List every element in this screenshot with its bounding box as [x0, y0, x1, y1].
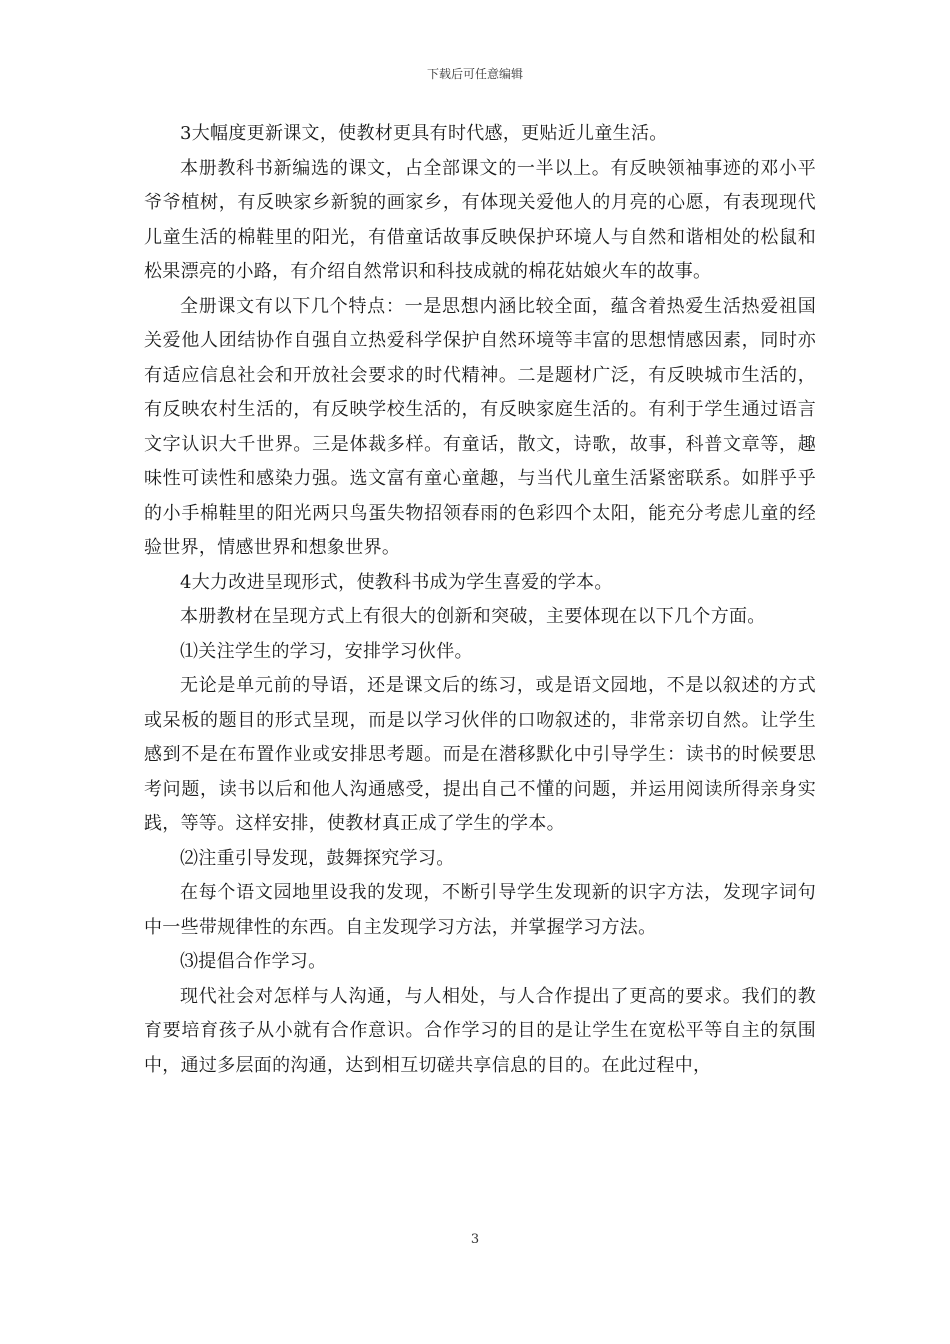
page-number: 3: [470, 1232, 480, 1247]
paragraph-presentation: 本册教材在呈现方式上有很大的创新和突破，主要体现在以下几个方面。: [180, 606, 766, 627]
page-header: 下载后可任意编辑: [426, 67, 523, 81]
paragraph-subheading-1: ⑴关注学生的学习，安排学习伙伴。: [180, 640, 473, 662]
paragraph-subheading-2: ⑵注重引导发现，鼓舞探究学习。: [180, 847, 455, 869]
paragraph-heading-3: 3大幅度更新课文，使教材更具有时代感，更贴近儿童生活。: [180, 123, 668, 144]
paragraph-new-texts: 本册教科书新编选的课文，占全部课文的一半以上。有反映领袖事迹的邓小平爷爷植树，有反映家乡新貌的画家乡，有体现关爱他人的月亮的心愿，有表现现代儿童生活的棉鞋里的阳光，有借童话故事反映保护环境人与自然和谐相处的松鼠和松果漂亮的小路，有介绍自然常识和科技成就的棉花姑娘火车的故事。: [144, 157, 816, 282]
paragraph-cooperation: 现代社会对怎样与人沟通，与人相处，与人合作提出了更高的要求。我们的教育要培育孩子从小就有合作意识。合作学习的目的是让学生在宽松平等自主的氛围中，通过多层面的沟通，达到相互切磋共享信息的目的。在此过程中，: [144, 985, 816, 1076]
paragraph-discovery: 在每个语文园地里设我的发现，不断引导学生发现新的识字方法，发现字词句中一些带规律性的东西。自主发现学习方法，并掌握学习方法。: [144, 882, 816, 938]
document-body: [144, 117, 816, 1083]
paragraph-features: 全册课文有以下几个特点：一是思想内涵比较全面，蕴含着热爱生活热爱祖国关爱他人团结协作自强自立热爱科学保护自然环境等丰富的思想情感因素，同时亦有适应信息社会和开放社会要求的时代精神。二是题材广泛，有反映城市生活的，有反映农村生活的，有反映学校生活的，有反映家庭生活的。有利于学生通过语言文字认识大千世界。三是体裁多样。有童话，散文，诗歌，故事，科普文章等，趣味性可读性和感染力强。选文富有童心童趣，与当代儿童生活紧密联系。如胖乎乎的小手棉鞋里的阳光两只鸟蛋失物招领春雨的色彩四个太阳，能充分考虑儿童的经验世界，情感世界和想象世界。: [144, 295, 816, 558]
paragraph-learning-partner: 无论是单元前的导语，还是课文后的练习，或是语文园地，不是以叙述的方式或呆板的题目的形式呈现，而是以学习伙伴的口吻叙述的，非常亲切自然。让学生感到不是在布置作业或安排思考题。而是在潜移默化中引导学生：读书的时候要思考问题，读书以后和他人沟通感受，提出自己不懂的问题，并运用阅读所得亲身实践，等等。这样安排，使教材真正成了学生的学本。: [144, 675, 816, 834]
paragraph-heading-4: 4大力改进呈现形式，使教科书成为学生喜爱的学本。: [180, 571, 613, 593]
paragraph-subheading-3: ⑶提倡合作学习。: [180, 951, 327, 972]
